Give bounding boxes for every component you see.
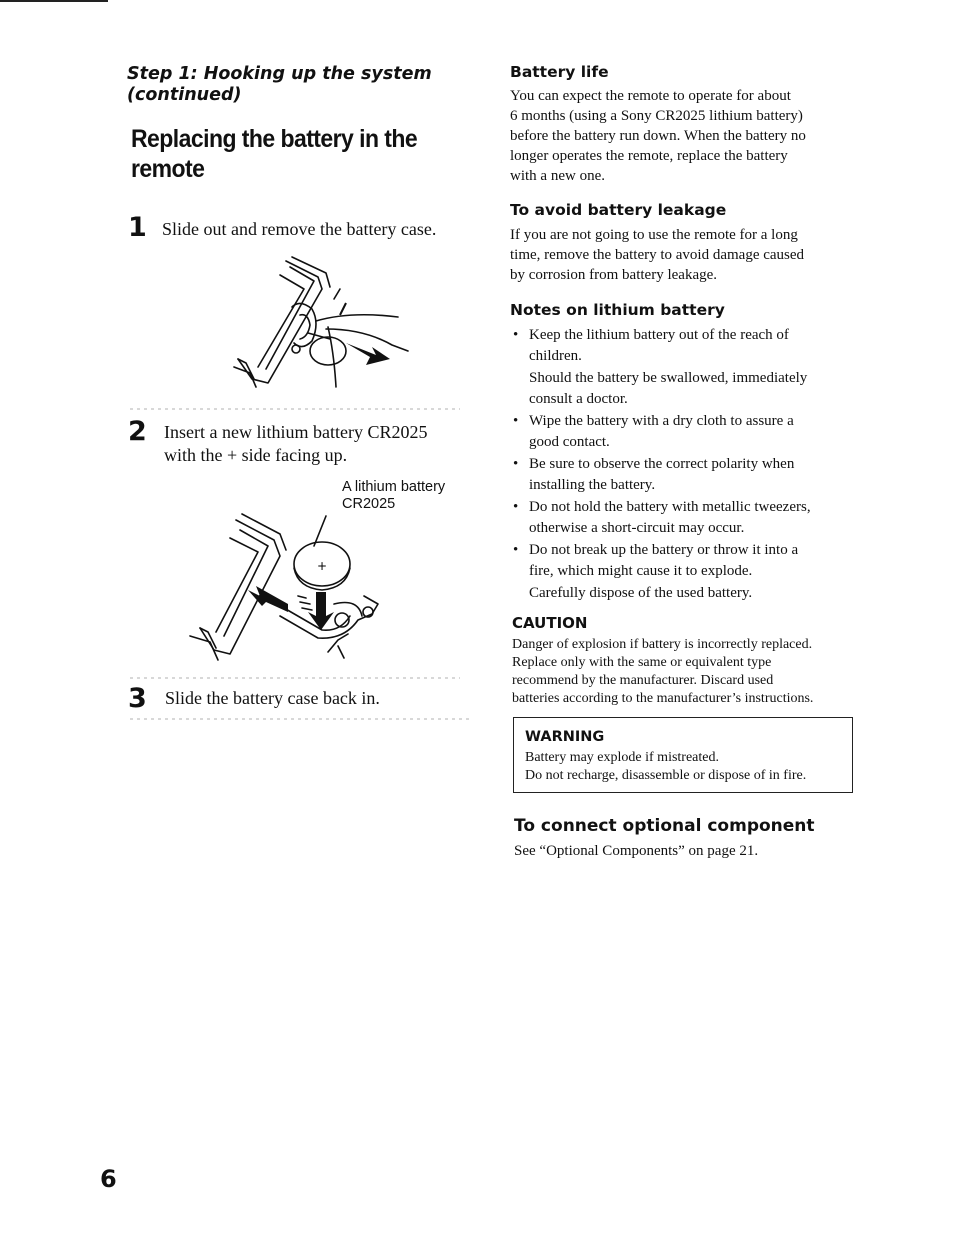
section-title-line2: remote	[131, 155, 205, 183]
step-1-number: 1	[128, 212, 147, 243]
note-line: Do not break up the battery or throw it into a	[529, 542, 799, 558]
battery-label-line2: CR2025	[342, 496, 396, 512]
lithium-notes-heading: Notes on lithium battery	[510, 301, 725, 319]
note-line: Keep the lithium battery out of the reach of	[529, 327, 789, 343]
note-follow-line: consult a doctor.	[529, 391, 628, 407]
note-line: Be sure to observe the correct polarity when	[529, 456, 795, 472]
list-item	[510, 454, 860, 496]
battery-life-line: with a new one.	[510, 168, 605, 184]
step-2-text-line1: Insert a new lithium battery CR2025	[164, 422, 428, 442]
leakage-line: If you are not going to use the remote for a long	[510, 227, 798, 243]
list-item	[510, 540, 860, 604]
battery-life-line: longer operates the remote, replace the battery	[510, 148, 788, 164]
caution-line: Danger of explosion if battery is incorrectly replaced.	[512, 637, 813, 652]
bullet: •	[513, 327, 519, 343]
lithium-notes-list	[510, 325, 860, 605]
section-title	[131, 124, 444, 184]
bullet: •	[513, 499, 519, 515]
optional-heading: To connect optional component	[514, 816, 815, 836]
scan-artifact	[130, 718, 470, 720]
bullet: •	[513, 542, 519, 558]
note-line: Wipe the battery with a dry cloth to assure a	[529, 413, 794, 429]
leakage-line: time, remove the battery to avoid damage caused	[510, 247, 805, 263]
step-3-text: Slide the battery case back in.	[165, 688, 380, 708]
warning-line: Battery may explode if mistreated.	[525, 750, 719, 765]
scan-artifact	[130, 677, 460, 679]
leakage-heading: To avoid battery leakage	[510, 201, 727, 219]
list-item	[510, 497, 860, 539]
warning-heading: WARNING	[525, 729, 605, 745]
battery-label-line1: A lithium battery	[342, 479, 446, 495]
note-line: good contact.	[529, 434, 610, 450]
caution-text	[512, 636, 862, 708]
note-follow-line: Carefully dispose of the used battery.	[529, 585, 753, 601]
step-2-text	[164, 421, 474, 467]
step-3-number: 3	[128, 683, 147, 714]
warning-box	[513, 717, 853, 793]
bullet: •	[513, 413, 519, 429]
note-line: Do not hold the battery with metallic tweezers,	[529, 499, 811, 515]
step-header-line2: (continued)	[127, 85, 242, 105]
step-2-text-line2: with the + side facing up.	[164, 445, 348, 465]
caution-heading: CAUTION	[512, 614, 588, 632]
list-item	[510, 411, 860, 453]
battery-life-line: 6 months (using a Sony CR2025 lithium battery)	[510, 108, 803, 124]
note-follow	[529, 583, 860, 604]
section-title-line1: Replacing the battery in the	[131, 125, 418, 153]
battery-life-text	[510, 86, 860, 186]
list-item	[510, 325, 860, 410]
step-header	[127, 64, 467, 106]
note-follow	[529, 368, 860, 410]
bullet: •	[513, 456, 519, 472]
note-line: children.	[529, 348, 582, 364]
warning-line: Do not recharge, disassemble or dispose of in fire.	[525, 768, 807, 783]
step-1-text: Slide out and remove the battery case.	[162, 219, 437, 239]
battery-label	[342, 479, 445, 513]
warning-text	[525, 749, 852, 785]
caution-line: batteries according to the manufacturer’s instructions.	[512, 691, 814, 706]
plus-mark: +	[316, 559, 328, 573]
leakage-line: by corrosion from battery leakage.	[510, 267, 718, 283]
battery-life-line: You can expect the remote to operate for about	[510, 88, 791, 104]
battery-life-heading: Battery life	[510, 63, 609, 81]
step-2-number: 2	[128, 416, 147, 447]
remote-battery-case-removal-icon	[230, 255, 410, 390]
step-header-line1: Step 1: Hooking up the system	[127, 64, 432, 84]
caution-line: Replace only with the same or equivalent type	[512, 655, 772, 670]
caution-line: recommend by the manufacturer. Discard used	[512, 673, 774, 688]
battery-life-line: before the battery run down. When the battery no	[510, 128, 806, 144]
note-line: fire, which might cause it to explode.	[529, 563, 753, 579]
note-line: installing the battery.	[529, 477, 656, 493]
top-rule	[0, 0, 108, 2]
leakage-text	[510, 225, 860, 285]
battery-insertion-icon	[188, 512, 388, 662]
optional-text: See “Optional Components” on page 21.	[514, 843, 759, 859]
note-line: otherwise a short-circuit may occur.	[529, 520, 745, 536]
scan-artifact	[130, 408, 460, 410]
page-number: 6	[100, 1165, 117, 1193]
note-follow-line: Should the battery be swallowed, immediately	[529, 370, 808, 386]
